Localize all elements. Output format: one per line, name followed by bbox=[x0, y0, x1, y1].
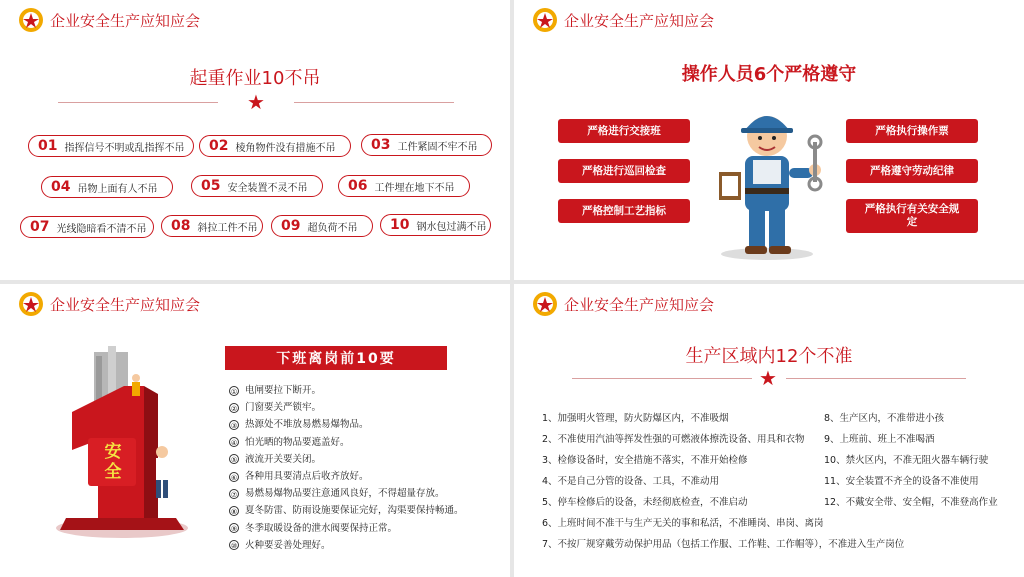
rule-item bbox=[380, 214, 491, 236]
rule-number: 09 bbox=[281, 218, 301, 234]
rule-item bbox=[338, 175, 470, 197]
divider-left bbox=[58, 102, 218, 103]
slide-production-area[interactable] bbox=[514, 284, 1024, 577]
number-mark: ⑧ bbox=[230, 507, 238, 516]
slide-operator-rules[interactable] bbox=[514, 0, 1024, 280]
number-mark: ③ bbox=[230, 421, 238, 430]
list-item bbox=[229, 434, 464, 451]
rule-number: 02 bbox=[209, 138, 229, 154]
safety-badge: 安 全 bbox=[104, 442, 122, 482]
rule-item bbox=[161, 215, 263, 237]
rule-text: 钢水包过满不吊 bbox=[416, 221, 487, 233]
rule-line: 2、不准使用汽油等挥发性强的可燃液体擦洗设备、用具和衣物 bbox=[542, 434, 805, 445]
rule-line: 10、禁火区内，不准无阻火器车辆行驶 bbox=[824, 455, 989, 466]
list-item bbox=[229, 520, 464, 537]
rule-text: 安全装置不灵不吊 bbox=[227, 182, 308, 194]
divider-left bbox=[572, 378, 752, 379]
star-icon: ★ bbox=[247, 90, 265, 114]
number-mark: ② bbox=[230, 404, 238, 413]
rule-item bbox=[199, 135, 351, 157]
rule-text: 棱角物件没有措施不吊 bbox=[235, 142, 336, 154]
star-icon: ★ bbox=[759, 366, 777, 390]
rule-line: 5、停车检修后的设备，未经彻底检查，不准启动 bbox=[542, 497, 748, 508]
slide-lifting-rules[interactable] bbox=[0, 0, 510, 280]
safety-logo-icon bbox=[532, 7, 558, 33]
rule-item bbox=[271, 215, 373, 237]
number-mark: ④ bbox=[230, 439, 238, 448]
rule-text: 吊物上面有人不吊 bbox=[77, 183, 158, 195]
list-item-text: 门窗要关严锁牢。 bbox=[245, 402, 322, 414]
safety-logo-icon bbox=[532, 291, 558, 317]
list-item-text: 易燃易爆物品要注意通风良好，不得超量存放。 bbox=[245, 488, 445, 500]
slide-title: 生产区域内12个不准 bbox=[685, 346, 853, 367]
slide-header bbox=[18, 6, 200, 34]
list-item bbox=[229, 382, 464, 399]
rule-item bbox=[28, 135, 194, 157]
divider-right bbox=[786, 378, 966, 379]
list-item bbox=[229, 537, 464, 554]
rule-box: 严格执行操作票 bbox=[846, 119, 978, 143]
rule-line: 12、不戴安全带、安全帽，不准登高作业 bbox=[824, 497, 998, 508]
rule-number: 01 bbox=[38, 138, 58, 154]
list-item bbox=[229, 468, 464, 485]
header-title: 企业安全生产应知应会 bbox=[50, 295, 201, 314]
list-item-text: 热源处不堆放易燃易爆物品。 bbox=[245, 419, 369, 431]
rule-number: 05 bbox=[201, 178, 221, 194]
rule-line: 9、上班前、班上不准喝酒 bbox=[824, 434, 935, 445]
header-title: 企业安全生产应知应会 bbox=[50, 11, 201, 30]
safety-logo-icon bbox=[18, 291, 44, 317]
rule-line: 11、安全装置不齐全的设备不准使用 bbox=[824, 476, 979, 487]
header-title: 企业安全生产应知应会 bbox=[564, 295, 715, 314]
list-item-text: 夏冬防雷、防雨设施要保证完好，沟渠要保持畅通。 bbox=[245, 505, 464, 517]
rule-text: 工件紧固不牢不吊 bbox=[397, 141, 478, 153]
rule-box: 严格进行交接班 bbox=[558, 119, 690, 143]
list-item bbox=[229, 399, 464, 416]
rule-line: 8、生产区内，不准带进小孩 bbox=[824, 413, 945, 424]
rule-text: 工件埋在地下不吊 bbox=[374, 182, 455, 194]
list-item-text: 液流开关要关闭。 bbox=[245, 453, 322, 465]
rule-box: 严格执行有关安全规定 bbox=[846, 199, 978, 233]
list-item bbox=[229, 451, 464, 468]
rule-box: 严格进行巡回检查 bbox=[558, 159, 690, 183]
rule-text: 指挥信号不明或乱指挥不吊 bbox=[64, 142, 185, 154]
list-item-text: 各种用具要清点后收齐放好。 bbox=[245, 470, 369, 482]
slide-title: 起重作业10不吊 bbox=[189, 68, 321, 89]
rule-item bbox=[191, 175, 323, 197]
worker-figure-icon bbox=[709, 96, 829, 262]
slide-header bbox=[532, 290, 714, 318]
list-item bbox=[229, 502, 464, 519]
rule-item bbox=[41, 176, 173, 198]
divider-right bbox=[294, 102, 454, 103]
rule-text: 光线隐暗看不清不吊 bbox=[56, 223, 147, 235]
rule-box: 严格遵守劳动纪律 bbox=[846, 159, 978, 183]
safety-logo-icon bbox=[18, 7, 44, 33]
rule-item bbox=[361, 134, 492, 156]
rule-number: 04 bbox=[51, 179, 71, 195]
number-mark: ⑨ bbox=[230, 525, 238, 534]
number-mark: ⑦ bbox=[230, 490, 238, 499]
rule-number: 07 bbox=[30, 219, 50, 235]
section-banner: 下班离岗前10要 bbox=[225, 346, 447, 370]
rule-line: 4、不是自己分管的设备、工具，不准动用 bbox=[542, 476, 720, 487]
rule-line: 3、检修设备时，安全措施不落实，不准开始检修 bbox=[542, 455, 748, 466]
slide-title: 操作人员6个严格遵守 bbox=[681, 64, 857, 85]
list-item-text: 火种要妥善处理好。 bbox=[245, 539, 331, 551]
number-mark: ① bbox=[230, 387, 238, 396]
rule-line: 6、上班时间不准干与生产无关的事和私活，不准睡岗、串岗、离岗 bbox=[542, 518, 824, 529]
list-item bbox=[229, 416, 464, 433]
rule-line: 1、加强明火管理，防火防爆区内，不准吸烟 bbox=[542, 413, 729, 424]
list-item bbox=[229, 485, 464, 502]
number-mark: ⑩ bbox=[230, 542, 238, 551]
number-mark: ⑤ bbox=[230, 456, 238, 465]
rule-text: 超负荷不吊 bbox=[307, 222, 358, 234]
leaving-checklist bbox=[229, 382, 464, 554]
rule-number: 03 bbox=[371, 137, 391, 153]
slide-before-leaving[interactable] bbox=[0, 284, 510, 577]
rule-item bbox=[20, 216, 154, 238]
slide-header bbox=[532, 6, 714, 34]
rule-number: 10 bbox=[390, 217, 410, 233]
rule-text: 斜拉工件不吊 bbox=[197, 222, 258, 234]
rule-number: 06 bbox=[348, 178, 368, 194]
rule-box: 严格控制工艺指标 bbox=[558, 199, 690, 223]
slide-header bbox=[18, 290, 200, 318]
rule-number: 08 bbox=[171, 218, 191, 234]
list-item-text: 冬季取暖设备的泄水阀要保持正常。 bbox=[245, 522, 398, 534]
list-item-text: 电闸要拉下断开。 bbox=[245, 385, 322, 396]
rule-line: 7、不按厂规穿戴劳动保护用品（包括工作服、工作鞋、工作帽等），不准进入生产岗位 bbox=[542, 539, 905, 550]
number-mark: ⑥ bbox=[230, 473, 238, 482]
header-title: 企业安全生产应知应会 bbox=[564, 11, 715, 30]
list-item-text: 怕光晒的物品要遮盖好。 bbox=[245, 436, 350, 448]
